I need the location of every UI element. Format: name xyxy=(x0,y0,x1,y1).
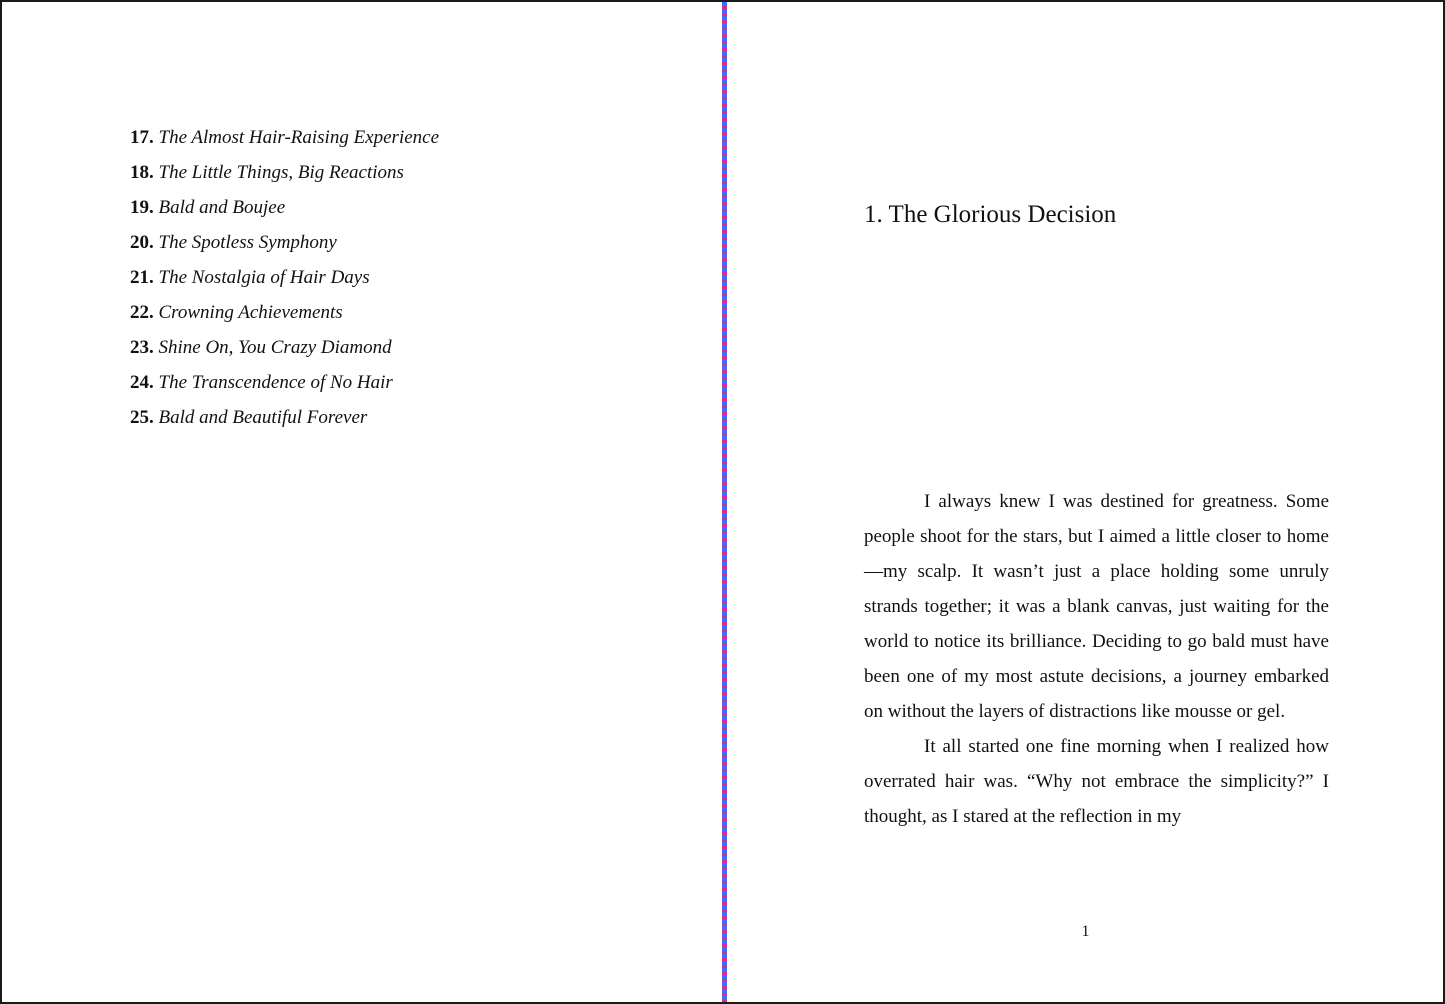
toc-entry-title: Shine On, You Crazy Diamond xyxy=(158,337,392,358)
body-paragraph: It all started one fine morning when I realized how overrated hair was. “Why not embrace the simplicity?” I thought, as I stared at the reflection in my xyxy=(864,736,1329,827)
toc-entry-number: 23. xyxy=(130,337,154,358)
toc-entry xyxy=(130,225,439,260)
toc-entry xyxy=(130,155,439,190)
toc-entry xyxy=(130,190,439,225)
toc-entry xyxy=(130,120,439,155)
toc-entry xyxy=(130,365,439,400)
toc-entry-title: The Little Things, Big Reactions xyxy=(158,162,404,183)
toc-entry-number: 21. xyxy=(130,267,154,288)
toc-entry-number: 22. xyxy=(130,302,154,323)
toc-entry xyxy=(130,400,439,435)
toc-entry xyxy=(130,295,439,330)
left-page xyxy=(2,2,723,1002)
toc-entry-number: 25. xyxy=(130,407,154,428)
chapter-body xyxy=(864,484,1329,834)
body-paragraph: I always knew I was destined for greatness. Some people shoot for the stars, but I aimed a little closer to home—my scalp. It wasn’t just a place holding some unruly strands together; it was a blank canvas, just waiting for the world to notice its brilliance. Deciding to go bald must have been one of my most astute decisions, a journey embarked on without the layers of distractions like mousse or gel. xyxy=(864,491,1329,722)
toc-entry-number: 20. xyxy=(130,232,154,253)
toc-entry-title: The Spotless Symphony xyxy=(158,232,337,253)
chapter-title: 1. The Glorious Decision xyxy=(864,201,1117,228)
toc-entry-title: Bald and Boujee xyxy=(158,197,286,218)
table-of-contents xyxy=(130,120,439,435)
toc-entry-title: The Transcendence of No Hair xyxy=(158,372,393,393)
toc-entry-number: 17. xyxy=(130,127,154,148)
toc-entry-title: The Almost Hair-Raising Experience xyxy=(158,127,440,148)
toc-entry-title: Crowning Achievements xyxy=(158,302,343,323)
toc-entry-title: The Nostalgia of Hair Days xyxy=(158,267,370,288)
toc-entry xyxy=(130,330,439,365)
toc-entry-number: 19. xyxy=(130,197,154,218)
page-divider xyxy=(722,2,727,1002)
toc-entry-number: 18. xyxy=(130,162,154,183)
toc-entry-title: Bald and Beautiful Forever xyxy=(158,407,368,428)
page-number: 1 xyxy=(1081,923,1090,940)
toc-entry xyxy=(130,260,439,295)
toc-entry-number: 24. xyxy=(130,372,154,393)
right-page xyxy=(728,2,1443,1002)
